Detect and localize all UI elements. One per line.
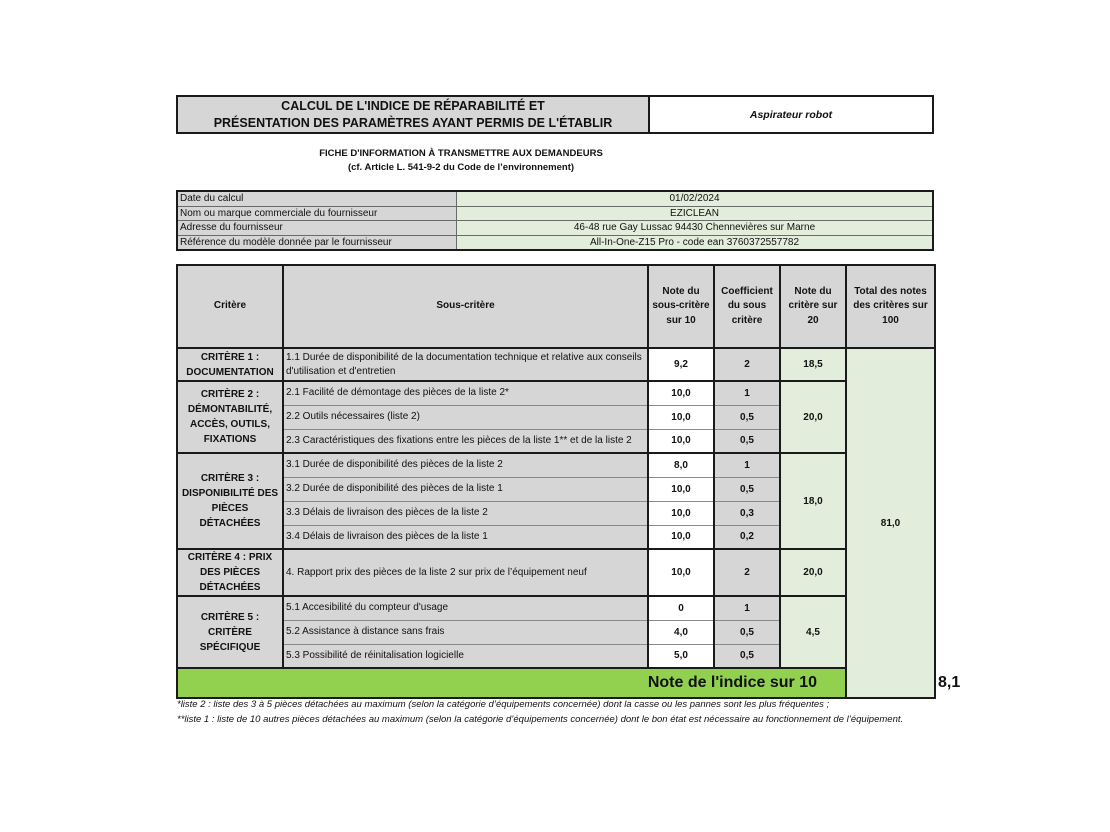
info-row-brand <box>177 206 933 221</box>
criterion-1-score: 18,5 <box>780 348 846 381</box>
info-row-address <box>177 221 933 236</box>
criterion-3-score: 18,0 <box>780 453 846 549</box>
table-row <box>177 381 935 405</box>
subcriterion-label: 2.2 Outils nécessaires (liste 2) <box>283 405 648 429</box>
header-total-100: Total des notes des critères sur 100 <box>846 265 935 348</box>
document-title <box>178 97 650 132</box>
subcriterion-note: 4,0 <box>648 620 714 644</box>
criterion-5-label: CRITÈRE 5 : CRITÈRE SPÉCIFIQUE <box>177 596 283 668</box>
info-row-date <box>177 191 933 206</box>
table-row <box>177 549 935 596</box>
subcriterion-note: 10,0 <box>648 525 714 549</box>
product-type: Aspirateur robot <box>650 97 932 132</box>
subcriterion-coef: 2 <box>714 348 780 381</box>
subcriterion-label: 3.2 Durée de disponibilité des pièces de la liste 1 <box>283 477 648 501</box>
subcriterion-note: 9,2 <box>648 348 714 381</box>
subcriterion-note: 10,0 <box>648 429 714 453</box>
criterion-4-score: 20,0 <box>780 549 846 596</box>
info-value: All-In-One-Z15 Pro - code ean 3760372557782 <box>457 235 934 250</box>
footnote-liste-2: *liste 2 : liste des 3 à 5 pièces détachées au maximum (selon la catégorie d’équipements concernée) dont la casse ou les pannes sont les plus fréquentes ; <box>177 699 830 710</box>
criterion-1-label: CRITÈRE 1 : DOCUMENTATION <box>177 348 283 381</box>
table-header-row <box>177 265 935 348</box>
info-value: EZICLEAN <box>457 206 934 221</box>
subcriterion-label: 1.1 Durée de disponibilité de la documentation technique et relative aux conseils d'utilisation et d'entretien <box>283 348 648 381</box>
final-score-label: Note de l'indice sur 10 <box>177 668 846 698</box>
subcriterion-label: 2.1 Facilité de démontage des pièces de la liste 2* <box>283 381 648 405</box>
subcriterion-note: 0 <box>648 596 714 620</box>
subcriterion-coef: 0,5 <box>714 429 780 453</box>
subcriterion-label: 5.2 Assistance à distance sans frais <box>283 620 648 644</box>
subcriterion-coef: 0,5 <box>714 477 780 501</box>
subcriterion-coef: 0,5 <box>714 405 780 429</box>
table-row <box>177 348 935 381</box>
subcriterion-note: 10,0 <box>648 477 714 501</box>
subcriterion-label: 3.1 Durée de disponibilité des pièces de la liste 2 <box>283 453 648 477</box>
header-critere: Critère <box>177 265 283 348</box>
info-value: 46-48 rue Gay Lussac 94430 Chennevières sur Marne <box>457 221 934 236</box>
document-title-box <box>176 95 934 134</box>
subcriterion-coef: 1 <box>714 381 780 405</box>
table-row <box>177 453 935 477</box>
footnote-liste-1: **liste 1 : liste de 10 autres pièces détachées au maximum (selon la catégorie d’équipements concernée) dont le bon état est nécessaire au fonctionnement de l’équipement. <box>177 714 904 725</box>
subcriterion-label: 2.3 Caractéristiques des fixations entre les pièces de la liste 1** et de la liste 2 <box>283 429 648 453</box>
subcriterion-note: 8,0 <box>648 453 714 477</box>
info-label: Nom ou marque commerciale du fournisseur <box>177 206 457 221</box>
subcriterion-label: 4. Rapport prix des pièces de la liste 2 sur prix de l’équipement neuf <box>283 549 648 596</box>
header-sous-critere: Sous-critère <box>283 265 648 348</box>
subcriterion-note: 10,0 <box>648 501 714 525</box>
header-note-sous-critere: Note du sous-critère sur 10 <box>648 265 714 348</box>
subcriterion-coef: 2 <box>714 549 780 596</box>
title-line-1: CALCUL DE L'INDICE DE RÉPARABILITÉ ET <box>281 98 545 113</box>
subcriterion-coef: 0,5 <box>714 644 780 668</box>
table-row <box>177 596 935 620</box>
header-note-critere-20: Note du critère sur 20 <box>780 265 846 348</box>
footnotes <box>177 697 917 727</box>
criterion-2-score: 20,0 <box>780 381 846 453</box>
subcriterion-note: 10,0 <box>648 405 714 429</box>
info-value: 01/02/2024 <box>457 191 934 206</box>
info-label: Référence du modèle donnée par le fournisseur <box>177 235 457 250</box>
header-coefficient: Coefficient du sous critère <box>714 265 780 348</box>
subcriterion-note: 10,0 <box>648 549 714 596</box>
criterion-3-label: CRITÈRE 3 : DISPONIBILITÉ DES PIÈCES DÉTACHÉES <box>177 453 283 549</box>
subcriterion-label: 3.4 Délais de livraison des pièces de la liste 1 <box>283 525 648 549</box>
subcriterion-label: 5.3 Possibilité de réinitalisation logicielle <box>283 644 648 668</box>
info-row-reference <box>177 235 933 250</box>
subheading-line-2: (cf. Article L. 541-9-2 du Code de l’environnement) <box>347 162 575 173</box>
supplier-info-table <box>176 190 934 251</box>
subheading-line-1: FICHE D'INFORMATION À TRANSMETTRE AUX DEMANDEURS <box>319 148 603 159</box>
criterion-5-score: 4,5 <box>780 596 846 668</box>
criterion-2-label: CRITÈRE 2 : DÉMONTABILITÉ, ACCÈS, OUTILS, FIXATIONS <box>177 381 283 453</box>
repairability-table <box>176 264 961 699</box>
subheading <box>176 147 746 175</box>
final-score-row: Note de l'indice sur 10 8,1 <box>177 668 935 698</box>
criterion-4-label: CRITÈRE 4 : PRIX DES PIÈCES DÉTACHÉES <box>177 549 283 596</box>
subcriterion-coef: 0,3 <box>714 501 780 525</box>
subcriterion-label: 5.1 Accesibilité du compteur d'usage <box>283 596 648 620</box>
info-label: Date du calcul <box>177 191 457 206</box>
total-100-value: 81,0 <box>846 348 935 698</box>
subcriterion-note: 5,0 <box>648 644 714 668</box>
subcriterion-label: 3.3 Délais de livraison des pièces de la liste 2 <box>283 501 648 525</box>
title-line-2: PRÉSENTATION DES PARAMÈTRES AYANT PERMIS DE L'ÉTABLIR <box>213 115 613 130</box>
info-label: Adresse du fournisseur <box>177 221 457 236</box>
subcriterion-coef: 1 <box>714 596 780 620</box>
subcriterion-coef: 1 <box>714 453 780 477</box>
subcriterion-coef: 0,2 <box>714 525 780 549</box>
subcriterion-coef: 0,5 <box>714 620 780 644</box>
subcriterion-note: 10,0 <box>648 381 714 405</box>
